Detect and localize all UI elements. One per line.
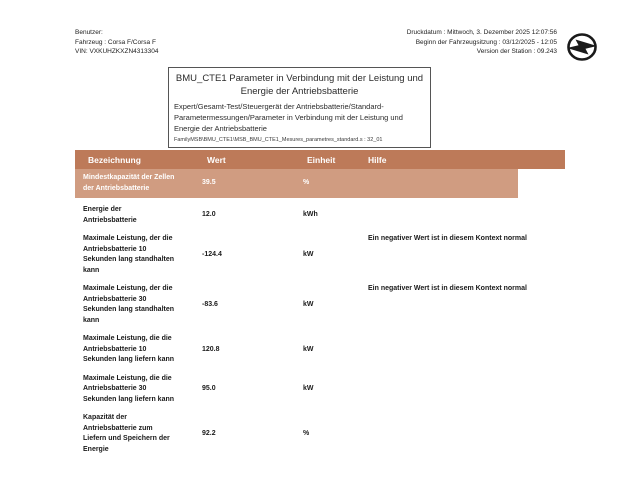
- header-wert: Wert: [207, 154, 226, 165]
- param-unit: %: [303, 429, 310, 437]
- param-name: Energie der Antriebsbatterie: [83, 206, 137, 224]
- param-value: 120.8: [202, 345, 220, 353]
- param-help: Ein negativer Wert ist in diesem Kontext normal: [368, 235, 527, 242]
- vin-label: VIN: VXKUHZKXZN4313304: [75, 48, 159, 55]
- table-row: [75, 202, 565, 229]
- table-row: [75, 331, 565, 369]
- param-value: 12.0: [202, 211, 216, 219]
- param-unit: kW: [303, 250, 314, 258]
- vehicle-label: Fahrzeug : Corsa F/Corsa F: [75, 38, 156, 46]
- param-help: [368, 413, 558, 455]
- param-help: [368, 334, 558, 366]
- header-einheit: Einheit: [307, 154, 336, 165]
- param-unit: kW: [303, 345, 314, 353]
- param-help: Ein negativer Wert ist in diesem Kontext normal: [368, 285, 527, 292]
- test-title-box: [168, 67, 431, 148]
- param-help: [368, 173, 518, 194]
- session-info-right: [360, 28, 557, 57]
- param-value: -83.6: [202, 300, 218, 308]
- table-row: [75, 231, 565, 279]
- param-name: Maximale Leistung, die die Antriebsbatterie 30 Sekunden lang liefern kann: [83, 374, 175, 403]
- table-row: [75, 169, 518, 198]
- param-name: Maximale Leistung, der die Antriebsbatterie 10 Sekunden lang standhalten kann: [83, 235, 175, 274]
- table-row: [75, 281, 565, 329]
- table-row: [75, 371, 565, 409]
- test-reference: FamilyMSB\BMU_CTE1\MSB_BMU_CTE1_Mesures_parametres_standard.s : 32_01: [174, 137, 383, 143]
- header-hilfe: Hilfe: [368, 154, 387, 165]
- table-header-row: [75, 150, 565, 169]
- table-body: [75, 169, 565, 458]
- param-value: 39.5: [202, 179, 216, 187]
- param-value: 95.0: [202, 385, 216, 392]
- param-name: Maximale Leistung, die die Antriebsbatterie 10 Sekunden lang liefern kann: [83, 335, 175, 363]
- station-version-label: Version der Station : 09.243: [476, 48, 557, 55]
- session-info-left: [75, 28, 158, 57]
- parameter-table: [75, 150, 565, 460]
- test-path: Expert/Gesamt-Test/Steuergerät der Antriebsbatterie/Standard-Parametermessungen/Parameter in Verbindung mit der Leistung und Energie der Antriebsbatterie: [174, 102, 403, 133]
- param-unit: kWh: [303, 211, 318, 219]
- session-start-label: Beginn der Fahrzeugsitzung : 03/12/2025 - 12:05: [415, 38, 557, 46]
- table-row: [75, 410, 565, 458]
- opel-logo-icon: [565, 32, 599, 62]
- param-unit: kW: [303, 300, 314, 308]
- param-value: -124.4: [202, 250, 222, 258]
- param-help: [368, 374, 558, 406]
- print-date-label: Druckdatum : Mittwoch, 3. Dezember 2025 12:07:56: [406, 29, 557, 36]
- param-name: Kapazität der Antriebsbatterie zum Liefern und Speichern der Energie: [83, 414, 170, 453]
- param-name: Maximale Leistung, der die Antriebsbatterie 30 Sekunden lang standhalten kann: [83, 285, 175, 324]
- param-name: Mindestkapazität der Zellen der Antriebsbatterie: [83, 174, 175, 192]
- param-unit: kW: [303, 385, 314, 392]
- param-value: 92.2: [202, 429, 216, 437]
- param-unit: %: [303, 179, 310, 187]
- user-label: Benutzer:: [75, 29, 103, 36]
- param-help: [368, 205, 558, 226]
- header-bezeichnung: Bezeichnung: [88, 154, 141, 165]
- test-title: BMU_CTE1 Parameter in Verbindung mit der Leistung und Energie der Antriebsbatterie: [175, 73, 424, 97]
